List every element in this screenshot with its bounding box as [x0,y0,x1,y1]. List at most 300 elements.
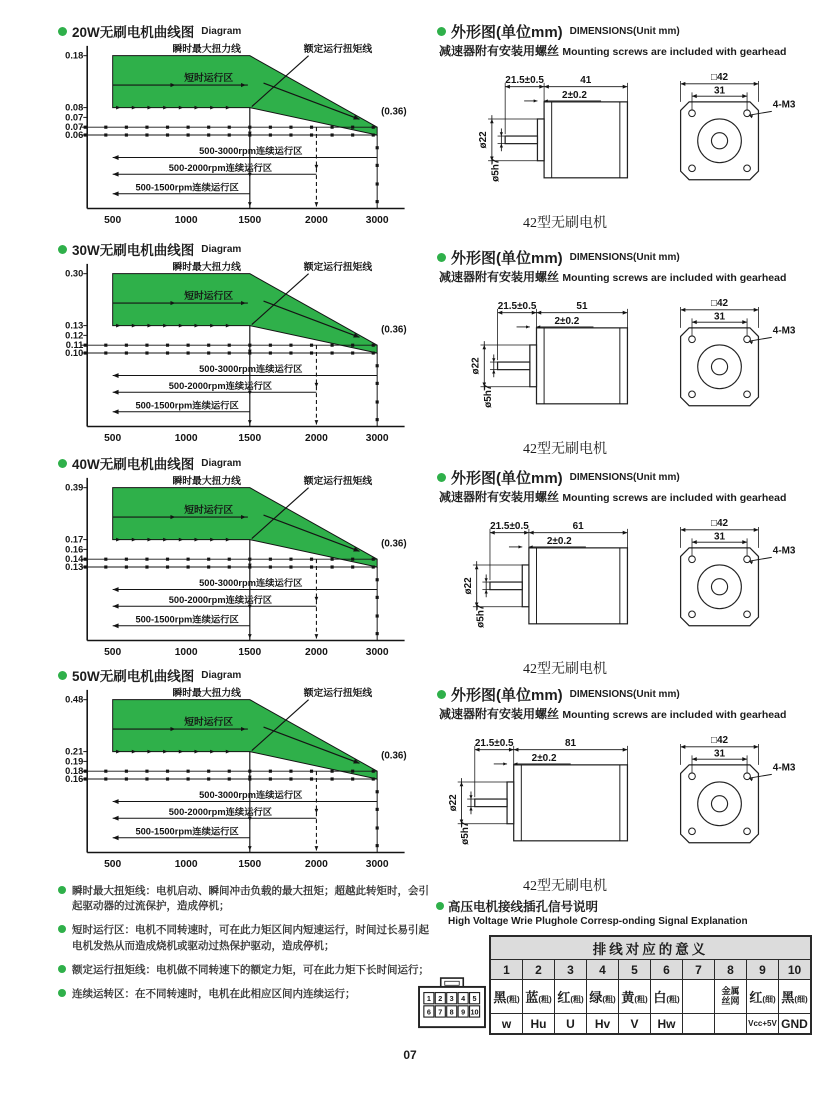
y-tick-label: 0.16 [65,773,84,784]
dim-square-size: □42 [710,72,729,84]
arrowhead-icon [469,807,472,811]
marker-dot [125,565,128,568]
shaft-circle [711,579,727,595]
signal-title-cn: 高压电机接线插孔信号说明 [448,900,599,914]
bullet-icon [58,671,67,680]
marker-dot [376,182,379,185]
bullet-icon [58,886,66,894]
rated-torque-label: 额定运行扭矩线 [303,475,373,487]
dim-body-length: 61 [572,520,584,532]
dim-shaft-dia: ø5h7 [475,604,487,628]
arrowhead-icon [315,202,319,206]
wire-color-cell [715,980,747,1014]
marker-dot [84,565,87,568]
wire-gauge-text: (粗) [570,995,584,1004]
marker-dot [145,777,148,780]
arrowhead-icon [490,119,494,123]
arrowhead-icon [113,390,119,395]
green-operating-area [113,700,377,779]
arrowhead-icon [469,795,472,799]
mounting-hole [689,773,696,780]
marker-dot [187,133,190,136]
y-tick-label: 0.17 [65,534,84,545]
dim-section-61 [437,468,817,678]
signal-name-cell: U [555,1014,587,1035]
marker-dot [166,777,169,780]
mounting-hole [689,828,696,835]
page-number: 07 [403,1048,417,1062]
mounting-hole [689,556,696,563]
chart-title-text: 20W无刷电机曲线图 [72,25,195,40]
y-tick-label: 0.07 [65,112,84,123]
arrowhead-icon [113,835,119,840]
charts-column [58,22,426,876]
dimension-drawing-61 [437,508,797,658]
marker-dot [84,770,87,773]
marker-dot [376,382,379,385]
short-zone-label: 短时运行区 [184,505,234,517]
signal-block [415,897,817,1035]
arrowhead-icon [742,94,747,98]
dim-shaft-dia: ø5h7 [482,384,494,408]
marker-dot [166,770,169,773]
chart-title-en: Diagram [201,457,242,469]
marker-dot [376,200,379,203]
marker-dot [331,770,334,773]
chart-title-30w [58,240,426,258]
marker-dot [104,558,107,561]
x-tick-label: 500 [104,647,122,659]
x-tick-label: 500 [104,433,122,445]
motor-shaft [490,582,522,590]
connector-pin-number: 7 [438,1007,443,1017]
rated-torque-label: 额定运行扭矩线 [303,261,373,273]
wire-color-text: 白 [653,990,667,1005]
dim-front-length: 21.5±0.5 [505,74,544,86]
end-torque-label: (0.36) [381,538,407,550]
marker-dot [310,126,313,129]
zone-label: 500-2000rpm连续运行区 [168,380,273,391]
wire-gauge-text: (粗) [602,995,616,1004]
arrowhead-icon [754,528,759,532]
note-text: 短时运行区：电机不同转速时，可在此力矩区间内短速运行，时间过长易引起电机发热从而造成烧机或驱动过热保护驱动，造成停机； [72,924,429,952]
note-item [58,923,432,953]
marker-dot [228,770,231,773]
arrowhead-icon [113,623,119,628]
marker-dot [104,351,107,354]
end-torque-label: (0.36) [381,750,407,762]
dim-subheader [439,488,817,504]
marker-dot [372,558,375,561]
dim-pilot-dia: ø22 [478,131,490,149]
dim-sub-en: Mounting screws are included with gearhead [562,272,787,284]
dim-header [437,248,817,266]
marker-dot [310,565,313,568]
dim-hole-pitch: 31 [713,85,726,97]
zone-label: 500-3000rpm连续运行区 [199,578,303,589]
arrowhead-icon [113,373,119,378]
marker-dot [207,558,210,561]
marker-dot [104,777,107,780]
dim-front-length: 21.5±0.5 [497,300,537,312]
wire-color-text: 蓝 [525,990,539,1005]
chart-title-40w [58,454,426,472]
marker-dot [145,126,148,129]
dim-sub-en: Mounting screws are included with gearhead [562,46,787,58]
marker-dot [207,344,210,347]
x-tick-label: 1500 [238,647,262,659]
marker-dot [310,351,313,354]
arrowhead-icon [113,191,119,196]
dim-hole-thread: 4-M3 [772,99,796,111]
marker-dot [376,826,379,829]
marker-dot [125,133,128,136]
arrowhead-icon [754,745,759,749]
arrowhead-icon [248,202,252,206]
shaft-circle [711,133,727,149]
marker-dot [207,565,210,568]
dim-header-cn: 外形图(单位mm) [451,23,563,41]
wire-gauge-text: (细) [794,995,808,1004]
connector-pin-number: 5 [472,993,477,1003]
marker-dot [376,632,379,635]
dim-header-en: DIMENSIONS(Unit mm) [569,25,680,37]
arrowhead-icon [485,578,488,582]
arrowhead-icon [248,605,252,609]
dim-caption: 42型无刷电机 [523,216,607,231]
marker-dot [187,565,190,568]
marker-dot [228,351,231,354]
arrowhead-icon [315,634,319,638]
y-tick-label: 0.10 [65,347,84,358]
marker-dot [187,770,190,773]
x-tick-label: 2000 [305,215,328,227]
marker-dot [145,770,148,773]
wire-color-cell [779,980,812,1014]
connector-tab-inner [445,981,459,985]
arrowhead-icon [248,173,252,177]
marker-dot [289,344,292,347]
marker-dot [104,565,107,568]
marker-dot [376,578,379,581]
chart-title-text: 40W无刷电机曲线图 [72,457,195,472]
marker-dot [376,844,379,847]
dim-caption: 42型无刷电机 [523,442,607,457]
wire-color-cell [747,980,779,1014]
dim-header-cn: 外形图(单位mm) [451,249,563,267]
signal-name-cell: Hw [651,1014,683,1035]
arrowhead-icon [113,172,119,177]
wire-color-cell [587,980,619,1014]
marker-dot [376,596,379,599]
rated-torque-label: 额定运行扭矩线 [303,687,373,699]
marker-dot [166,133,169,136]
wire-gauge-text: (粗) [666,995,680,1004]
x-tick-label: 1500 [238,859,262,871]
signal-name-cell: V [619,1014,651,1035]
arrowhead-icon [315,383,319,387]
marker-dot [351,770,354,773]
mounting-hole [689,391,696,398]
dim-subheader [439,705,817,721]
dim-section-41 [437,22,817,232]
arrowhead-icon [315,809,319,813]
dim-body-length: 81 [565,737,577,749]
arrowhead-icon [692,320,697,324]
marker-dot [351,126,354,129]
bullet-icon [437,473,446,482]
marker-dot [187,558,190,561]
zone-label: 500-1500rpm连续运行区 [135,182,239,193]
mounting-hole [689,611,696,618]
x-tick-label: 1000 [174,647,198,659]
motor-body [544,102,627,178]
marker-dot [228,558,231,561]
marker-dot [351,558,354,561]
arrowhead-icon [692,94,697,98]
chart-title-en: Diagram [201,243,242,255]
marker-dot [84,558,87,561]
marker-dot [351,351,354,354]
marker-dot [166,351,169,354]
wire-gauge-text: (粗) [538,995,552,1004]
dim-hole-thread: 4-M3 [772,325,796,337]
marker-dot [104,344,107,347]
marker-dot [376,614,379,617]
arrowhead-icon [113,409,119,414]
marker-dot [376,146,379,149]
connector-pin-number: 3 [449,993,454,1003]
arrowhead-icon [485,590,488,594]
arrowhead-icon [475,565,479,569]
peak-torque-label: 瞬时最大扭力线 [172,475,241,487]
y-tick-label: 0.48 [65,694,84,705]
arrowhead-icon [518,545,522,548]
peak-torque-label: 瞬时最大扭力线 [172,43,241,55]
y-tick-label: 0.14 [65,554,84,565]
pin-number-cell: 3 [555,960,587,980]
pilot-boss [530,345,537,387]
peak-torque-label: 瞬时最大扭力线 [172,687,241,699]
shaft-circle [711,796,727,812]
connector-pin-number: 6 [426,1007,431,1017]
marker-dot [84,777,87,780]
wire-color-text: 红 [749,990,763,1005]
arrowhead-icon [534,99,538,102]
marker-dot [289,777,292,780]
marker-dot [372,126,375,129]
pin-number-cell: 1 [490,960,523,980]
marker-dot [269,777,272,780]
pin-number-cell: 9 [747,960,779,980]
marker-dot [376,364,379,367]
dim-pilot-dia: ø22 [462,577,474,595]
bullet-icon [58,459,67,468]
marker-dot [372,344,375,347]
arrowhead-icon [248,391,252,395]
arrowhead-icon [248,634,252,638]
signal-name-cell: Hv [587,1014,619,1035]
marker-dot [310,770,313,773]
arrowhead-icon [113,816,119,821]
x-tick-label: 3000 [365,647,389,659]
dim-pilot-dia: ø22 [447,794,459,812]
signal-name-cell: Vcc+5V [747,1014,779,1035]
marker-dot [125,344,128,347]
marker-dot [187,126,190,129]
dim-sub-cn: 减速器附有安装用螺丝 [439,707,560,721]
marker-dot [331,558,334,561]
zone-label: 500-1500rpm连续运行区 [135,400,239,411]
signal-name-cell [715,1014,747,1035]
marker-dot [228,777,231,780]
x-tick-label: 3000 [365,859,389,871]
arrowhead-icon [248,846,252,850]
motor-body [514,765,628,841]
motor-shaft [505,136,537,144]
arrowhead-icon [113,587,119,592]
arrowhead-icon [529,531,534,535]
wire-gauge-text: (细) [762,995,776,1004]
dim-header-en: DIMENSIONS(Unit mm) [569,251,680,263]
wire-color-cell [619,980,651,1014]
motor-shaft [498,362,530,370]
end-torque-label: (0.36) [381,106,407,118]
marker-dot [351,133,354,136]
marker-dot [207,126,210,129]
marker-dot [125,770,128,773]
chart-section-30w [58,240,426,450]
marker-dot [187,344,190,347]
y-tick-label: 0.18 [65,50,84,61]
notes-block [58,884,432,1011]
pin-number-cell: 4 [587,960,619,980]
x-tick-label: 1000 [174,859,198,871]
motor-shaft [475,799,507,807]
arrowhead-icon [482,345,486,349]
marker-dot [372,770,375,773]
marker-dot [228,344,231,347]
chart-section-50w [58,666,426,876]
signal-name-cell [683,1014,715,1035]
marker-dot [125,351,128,354]
pilot-boss [537,119,544,161]
chart-section-40w [58,454,426,664]
dim-boss: 2±0.2 [546,536,572,548]
arrowhead-icon [113,799,119,804]
wire-color-text: 绿 [589,990,603,1005]
wire-color-text: 红 [557,990,571,1005]
dim-header-cn: 外形图(单位mm) [451,686,563,704]
x-tick-label: 3000 [365,433,389,445]
arrowhead-icon [623,85,628,89]
chart-section-20w [58,22,426,232]
y-tick-label: 0.06 [65,129,84,140]
dim-body-length: 51 [576,300,588,312]
arrowhead-icon [742,540,747,544]
marker-dot [187,351,190,354]
wire-color-cell [523,980,555,1014]
green-operating-area [113,56,377,135]
chart-title-en: Diagram [201,25,242,37]
marker-dot [145,344,148,347]
dim-boss: 2±0.2 [562,90,587,102]
arrowhead-icon [742,320,747,324]
marker-dot [269,133,272,136]
chart-title-20w [58,22,426,40]
marker-dot [372,133,375,136]
bullet-icon [437,690,446,699]
pin-number-cell: 2 [523,960,555,980]
y-tick-label: 0.19 [65,756,84,767]
zone-label: 500-1500rpm连续运行区 [135,614,239,625]
marker-dot [104,770,107,773]
torque-chart-30w [58,258,424,450]
pin-number-cell: 5 [619,960,651,980]
arrowhead-icon [692,757,697,761]
marker-dot [125,777,128,780]
dim-caption: 42型无刷电机 [523,879,607,894]
x-tick-label: 2000 [305,647,328,659]
mounting-hole [689,165,696,172]
marker-dot [228,126,231,129]
arrowhead-icon [315,597,319,601]
x-tick-label: 1500 [238,433,262,445]
arrowhead-icon [514,748,519,752]
wire-color-cell [651,980,683,1014]
signal-name-cell: GND [779,1014,812,1035]
bullet-icon [58,27,67,36]
arrowhead-icon [754,82,759,86]
marker-dot [166,344,169,347]
arrowhead-icon [460,782,464,786]
zone-label: 500-3000rpm连续运行区 [199,146,303,157]
dim-sub-cn: 减速器附有安装用螺丝 [439,490,560,504]
pin-number-cell: 6 [651,960,683,980]
torque-chart-40w [58,472,424,664]
dim-shaft-dia: ø5h7 [490,158,502,182]
arrowhead-icon [681,308,686,312]
shaft-circle [711,359,727,375]
marker-dot [289,351,292,354]
marker-dot [125,126,128,129]
marker-dot [372,777,375,780]
motor-body [536,328,627,404]
x-tick-label: 1000 [174,433,198,445]
signal-row [415,935,817,1035]
signal-title-en: High Voltage Wrie Plughole Corresp-onding Signal Explanation [448,916,748,927]
arrowhead-icon [754,308,759,312]
arrowhead-icon [536,311,541,315]
marker-dot [145,133,148,136]
dim-body-length: 41 [580,74,592,86]
bullet-icon [58,925,66,933]
mounting-hole [744,828,751,835]
marker-dot [376,400,379,403]
dim-square-size: □42 [710,518,729,530]
zone-label: 500-2000rpm连续运行区 [168,806,273,817]
connector-pin-number: 1 [426,993,431,1003]
mounting-hole [689,336,696,343]
dim-header-cn: 外形图(单位mm) [451,469,563,487]
wire-gauge-text: (粗) [506,995,520,1004]
bullet-icon [437,27,446,36]
arrowhead-icon [315,420,319,424]
y-tick-label: 0.13 [65,320,84,331]
wire-color-text: 黑 [493,990,507,1005]
note-text: 瞬时最大扭矩线：电机启动、瞬间冲击负载的最大扭矩；超越此转矩时，会引起驱动器的过流保护，造成停机； [72,885,429,913]
arrowhead-icon [544,85,549,89]
